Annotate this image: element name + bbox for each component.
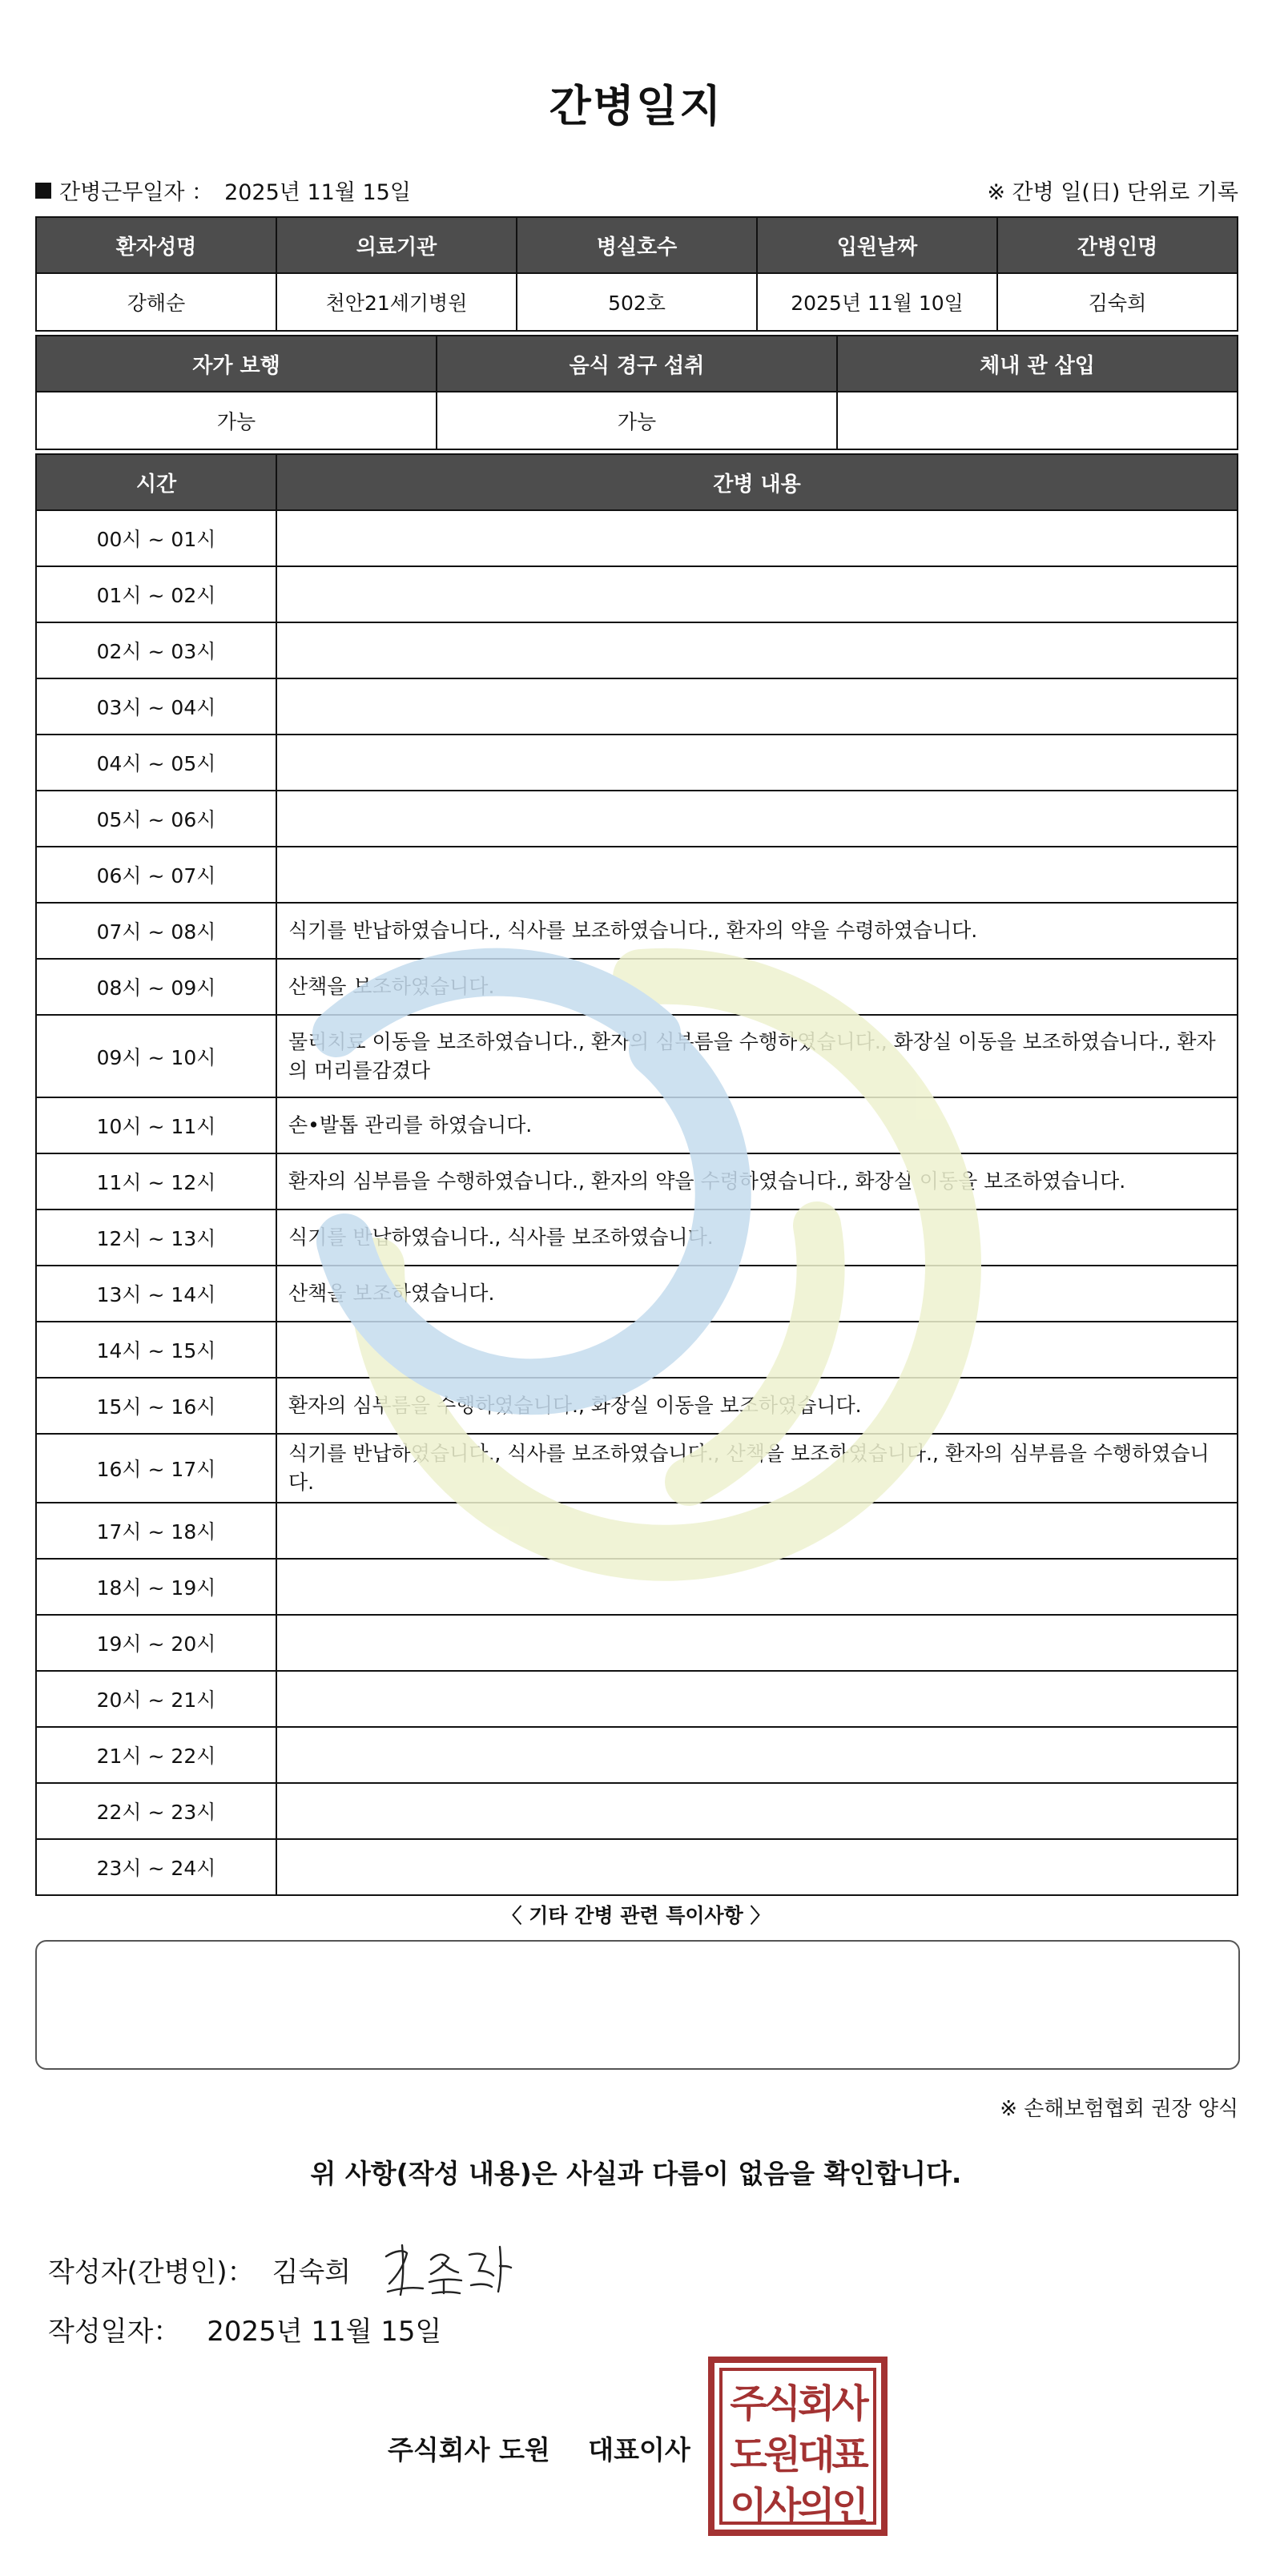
time-cell: 20시 ~ 21시 (36, 1671, 276, 1727)
representative-title: 대표이사 (588, 2434, 690, 2465)
seal-row-2: 도원대표 (730, 2433, 866, 2477)
table-row (36, 566, 1238, 622)
time-cell: 14시 ~ 15시 (36, 1322, 276, 1378)
care-content-cell: 산책을 보조하였습니다. (276, 959, 1238, 1015)
table-row (36, 678, 1238, 735)
tube-insertion-value (837, 392, 1238, 449)
care-content-cell (276, 622, 1238, 678)
write-date-label: 작성일자： (48, 2316, 181, 2348)
header-hospital: 의료기관 (276, 217, 517, 273)
square-bullet-icon (35, 183, 51, 199)
time-cell: 15시 ~ 16시 (36, 1378, 276, 1434)
header-care-content: 간병 내용 (276, 454, 1238, 510)
time-cell: 11시 ~ 12시 (36, 1153, 276, 1210)
care-content-cell: 손•발톱 관리를 하였습니다. (276, 1097, 1238, 1153)
writer-label: 작성자(간병인)： (48, 2256, 255, 2288)
watermark-logo-icon (240, 921, 1009, 1642)
header-patient-name: 환자성명 (36, 217, 276, 273)
patient-status-table (35, 335, 1238, 450)
table-row (36, 1783, 1238, 1839)
care-content-cell: 식기를 반납하였습니다., 식사를 보조하였습니다. (276, 1210, 1238, 1266)
table-row (36, 1671, 1238, 1727)
care-content-cell (276, 847, 1238, 903)
care-content-cell: 환자의 심부름을 수행하였습니다., 환자의 약을 수령하였습니다., 화장실 이동을 보조하였습니다. (276, 1153, 1238, 1210)
header-oral-intake: 음식 경구 섭취 (437, 336, 837, 392)
table-row (36, 791, 1238, 847)
self-walking-value: 가능 (36, 392, 437, 449)
writer-line (48, 2239, 516, 2300)
time-cell: 06시 ~ 07시 (36, 847, 276, 903)
caregiver-name: 김숙희 (997, 273, 1238, 331)
time-cell: 04시 ~ 05시 (36, 735, 276, 791)
care-content-cell: 환자의 심부름을 수행하였습니다., 화장실 이동을 보조하였습니다. (276, 1378, 1238, 1434)
header-tube-insertion: 체내 관 삽입 (837, 336, 1238, 392)
work-date-line (35, 175, 411, 206)
room-number: 502호 (517, 273, 757, 331)
time-cell: 07시 ~ 08시 (36, 903, 276, 959)
care-content-cell (276, 678, 1238, 735)
header-admission-date: 입원날짜 (757, 217, 997, 273)
table-row (36, 510, 1238, 566)
time-cell: 12시 ~ 13시 (36, 1210, 276, 1266)
care-content-cell: 식기를 반납하였습니다., 식사를 보조하였습니다., 산책을 보조하였습니다., 환자의 심부름을 수행하였습니다. (276, 1434, 1238, 1503)
unit-note: ※ 간병 일(日) 단위로 기록 (987, 180, 1238, 205)
handwritten-signature-icon (380, 2239, 516, 2300)
time-cell: 08시 ~ 09시 (36, 959, 276, 1015)
patient-info-table (35, 216, 1238, 332)
time-cell: 17시 ~ 18시 (36, 1503, 276, 1559)
time-cell: 21시 ~ 22시 (36, 1727, 276, 1783)
table-row (36, 1727, 1238, 1783)
care-content-cell: 물리치료 이동을 보조하였습니다., 환자의 심부름을 수행하였습니다., 화장실 이동을 보조하였습니다., 환자의 머리를감겼다 (276, 1015, 1238, 1097)
care-content-cell (276, 510, 1238, 566)
table-row (36, 735, 1238, 791)
seal-row-1: 주식회사 (730, 2381, 866, 2426)
table-row (36, 622, 1238, 678)
write-date-line (48, 2309, 441, 2349)
time-cell: 00시 ~ 01시 (36, 510, 276, 566)
header-self-walking: 자가 보행 (36, 336, 437, 392)
time-cell: 18시 ~ 19시 (36, 1559, 276, 1615)
time-cell: 13시 ~ 14시 (36, 1266, 276, 1322)
table-row (36, 847, 1238, 903)
writer-name: 김숙희 (272, 2256, 352, 2288)
company-line (388, 2429, 690, 2467)
table-row (36, 1839, 1238, 1895)
care-content-cell (276, 566, 1238, 622)
time-cell: 10시 ~ 11시 (36, 1097, 276, 1153)
care-content-cell (276, 1839, 1238, 1895)
company-name: 주식회사 도원 (388, 2434, 550, 2465)
time-cell: 22시 ~ 23시 (36, 1783, 276, 1839)
form-note: ※ 손해보험협회 권장 양식 (1000, 2097, 1238, 2121)
document-title: 간병일지 (549, 81, 723, 131)
hospital-name: 천안21세기병원 (276, 273, 517, 331)
patient-name: 강해순 (36, 273, 276, 331)
time-cell: 19시 ~ 20시 (36, 1615, 276, 1671)
seal-row-3: 이사의인 (730, 2484, 866, 2529)
work-date-label: 간병근무일자 ： (59, 180, 214, 205)
time-cell: 02시 ~ 03시 (36, 622, 276, 678)
special-notes-box (35, 1940, 1240, 2070)
time-cell: 23시 ~ 24시 (36, 1839, 276, 1895)
care-content-cell (276, 735, 1238, 791)
care-content-cell (276, 1727, 1238, 1783)
write-date-value: 2025년 11월 15일 (207, 2316, 442, 2348)
time-cell: 16시 ~ 17시 (36, 1434, 276, 1503)
time-cell: 03시 ~ 04시 (36, 678, 276, 735)
care-content-cell (276, 791, 1238, 847)
admission-date: 2025년 11월 10일 (757, 273, 997, 331)
care-content-cell (276, 1671, 1238, 1727)
time-cell: 09시 ~ 10시 (36, 1015, 276, 1097)
header-time: 시간 (36, 454, 276, 510)
care-content-cell: 산책을 보조하였습니다. (276, 1266, 1238, 1322)
time-cell: 05시 ~ 06시 (36, 791, 276, 847)
care-content-cell: 식기를 반납하였습니다., 식사를 보조하였습니다., 환자의 약을 수령하였습니다. (276, 903, 1238, 959)
special-notes-title: 〈 기타 간병 관련 특이사항 〉 (501, 1904, 771, 1927)
care-content-cell (276, 1783, 1238, 1839)
header-caregiver: 간병인명 (997, 217, 1238, 273)
confirmation-statement: 위 사항(작성 내용)은 사실과 다름이 없음을 확인합니다. (310, 2158, 962, 2189)
header-room: 병실호수 (517, 217, 757, 273)
time-cell: 01시 ~ 02시 (36, 566, 276, 622)
work-date-value: 2025년 11월 15일 (224, 180, 411, 205)
oral-intake-value: 가능 (437, 392, 837, 449)
company-seal-icon (708, 2357, 888, 2536)
